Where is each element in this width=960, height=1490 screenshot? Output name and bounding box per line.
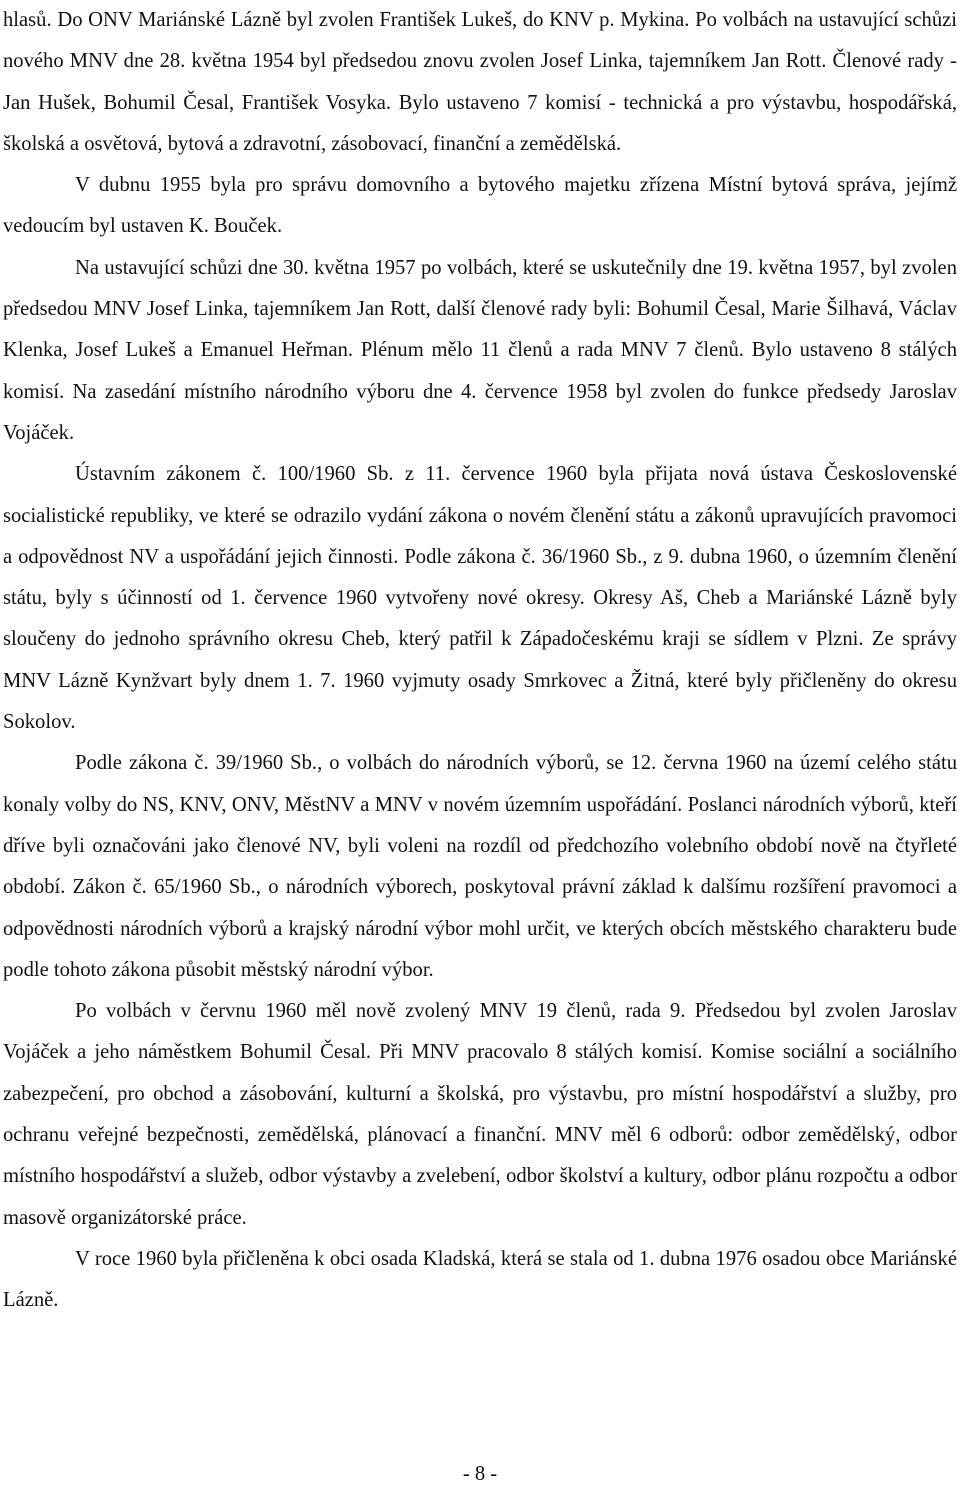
paragraph: Ústavním zákonem č. 100/1960 Sb. z 11. července 1960 byla přijata nová ústava Československé socialistické republiky, ve které se odrazilo vydání zákona o novém členění státu a zákonů upravujících pravomoci a odpovědnost NV a uspořádání jejich činnosti. Podle zákona č. 36/1960 Sb., z 9. dubna 1960, o územním členění státu, byly s účinností od 1. července 1960 vytvořeny nové okresy. Okresy Aš, Cheb a Mariánské Lázně byly sloučeny do jednoho správního okresu Cheb, který patřil k Západočeskému kraji se sídlem v Plzni. Ze správy MNV Lázně Kynžvart byly dnem 1. 7. 1960 vyjmuty osady Smrkovec a Žitná, které byly přičleněny do okresu Sokolov. bbox=[3, 463, 957, 734]
paragraph: Na ustavující schůzi dne 30. května 1957 po volbách, které se uskutečnily dne 19. května 1957, byl zvolen předsedou MNV Josef Linka, tajemníkem Jan Rott, další členové rady byli: Bohumil Česal, Marie Šilhavá, Václav Klenka, Josef Lukeš a Emanuel Heřman. Plénum mělo 11 členů a rada MNV 7 členů. Bylo ustaveno 8 stálých komisí. Na zasedání místního národního výboru dne 4. července 1958 byl zvolen do funkce předsedy Jaroslav Vojáček. bbox=[3, 256, 957, 444]
paragraph: V roce 1960 byla přičleněna k obci osada Kladská, která se stala od 1. dubna 1976 osadou obce Mariánské Lázně. bbox=[3, 1247, 957, 1312]
document-page bbox=[3, 0, 957, 1322]
page-number: - 8 - bbox=[462, 1463, 498, 1485]
paragraph: Podle zákona č. 39/1960 Sb., o volbách do národních výborů, se 12. června 1960 na území celého státu konaly volby do NS, KNV, ONV, MěstNV a MNV v novém územním uspořádání. Poslanci národních výborů, kteří dříve byli označováni jako členové NV, byli voleni na rozdíl od předchozího volebního období nově na čtyřleté období. Zákon č. 65/1960 Sb., o národních výborech, poskytoval právní základ k dalšímu rozšíření pravomoci a odpovědnosti národních výborů a krajský národní výbor mohl určit, ve kterých obcích městského charakteru bude podle tohoto zákona působit městský národní výbor. bbox=[3, 752, 957, 981]
paragraph: V dubnu 1955 byla pro správu domovního a bytového majetku zřízena Místní bytová správa, jejímž vedoucím byl ustaven K. Bouček. bbox=[3, 174, 957, 238]
paragraph: Po volbách v červnu 1960 měl nově zvolený MNV 19 členů, rada 9. Předsedou byl zvolen Jaroslav Vojáček a jeho náměstkem Bohumil Česal. Při MNV pracovalo 8 stálých komisí. Komise sociální a sociálního zabezpečení, pro obchod a zásobování, kulturní a školská, pro výstavbu, pro místní hospodářství a služby, pro ochranu veřejné bezpečnosti, zemědělská, plánovací a finanční. MNV měl 6 odborů: odbor zemědělský, odbor místního hospodářství a služeb, odbor výstavby a zvelebení, odbor školství a kultury, odbor plánu rozpočtu a odbor masově organizátorské práce. bbox=[3, 1000, 957, 1229]
paragraph-continuation: hlasů. Do ONV Mariánské Lázně byl zvolen František Lukeš, do KNV p. Mykina. Po volbách na ustavující schůzi nového MNV dne 28. května 1954 byl předsedou znovu zvolen Josef Linka, tajemníkem Jan Rott. Členové rady - Jan Hušek, Bohumil Česal, František Vosyka. Bylo ustaveno 7 komisí - technická a pro výstavbu, hospodářská, školská a osvětová, bytová a zdravotní, zásobovací, finanční a zemědělská. bbox=[3, 9, 957, 155]
